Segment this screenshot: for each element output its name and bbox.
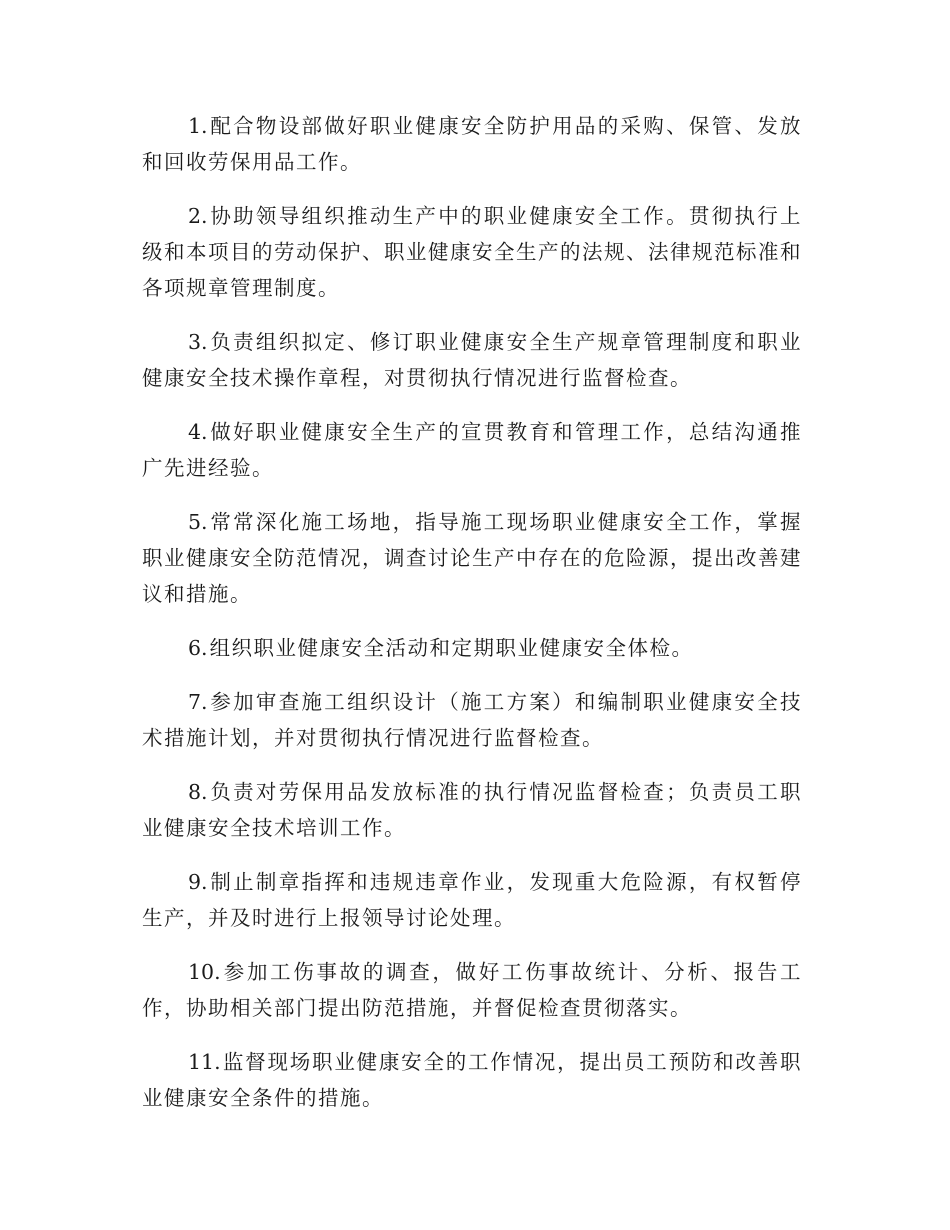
list-item-6 (142, 630, 802, 666)
item-number: 9. (188, 870, 208, 894)
item-number: 6. (188, 636, 208, 660)
list-item-11 (142, 1044, 802, 1116)
item-text: 制止制章指挥和违规违章作业，发现重大危险源，有权暂停生产，并及时进行上报领导讨论处理。 (142, 870, 802, 930)
item-number: 3. (188, 330, 208, 354)
item-text: 负责组织拟定、修订职业健康安全生产规章管理制度和职业健康安全技术操作章程，对贯彻执行情况进行监督检查。 (142, 330, 802, 390)
item-text: 组织职业健康安全活动和定期职业健康安全体检。 (209, 636, 694, 660)
item-text: 参加审查施工组织设计（施工方案）和编制职业健康安全技术措施计划，并对贯彻执行情况进行监督检查。 (142, 690, 802, 750)
item-text: 参加工伤事故的调查，做好工伤事故统计、分析、报告工作，协助相关部门提出防范措施，并督促检查贯彻落实。 (142, 960, 802, 1020)
item-number: 8. (188, 780, 208, 804)
document-body (142, 108, 802, 1134)
item-number: 7. (188, 690, 208, 714)
item-number: 5. (188, 510, 208, 534)
item-number: 10. (188, 960, 221, 984)
item-number: 4. (188, 420, 208, 444)
list-item-3 (142, 324, 802, 396)
item-text: 配合物设部做好职业健康安全防护用品的采购、保管、发放和回收劳保用品工作。 (142, 114, 802, 174)
item-text: 监督现场职业健康安全的工作情况，提出员工预防和改善职业健康安全条件的措施。 (142, 1050, 802, 1110)
list-item-5 (142, 504, 802, 612)
list-item-4 (142, 414, 802, 486)
list-item-7 (142, 684, 802, 756)
item-text: 负责对劳保用品发放标准的执行情况监督检查；负责员工职业健康安全技术培训工作。 (142, 780, 802, 840)
list-item-2 (142, 198, 802, 306)
item-text: 常常深化施工场地，指导施工现场职业健康安全工作，掌握职业健康安全防范情况，调查讨论生产中存在的危险源，提出改善建议和措施。 (142, 510, 802, 606)
item-number: 2. (188, 204, 208, 228)
list-item-1 (142, 108, 802, 180)
item-text: 协助领导组织推动生产中的职业健康安全工作。贯彻执行上级和本项目的劳动保护、职业健康安全生产的法规、法律规范标准和各项规章管理制度。 (142, 204, 802, 300)
list-item-10 (142, 954, 802, 1026)
list-item-8 (142, 774, 802, 846)
item-number: 1. (188, 114, 208, 138)
item-text: 做好职业健康安全生产的宣贯教育和管理工作，总结沟通推广先进经验。 (142, 420, 802, 480)
list-item-9 (142, 864, 802, 936)
item-number: 11. (188, 1050, 221, 1074)
